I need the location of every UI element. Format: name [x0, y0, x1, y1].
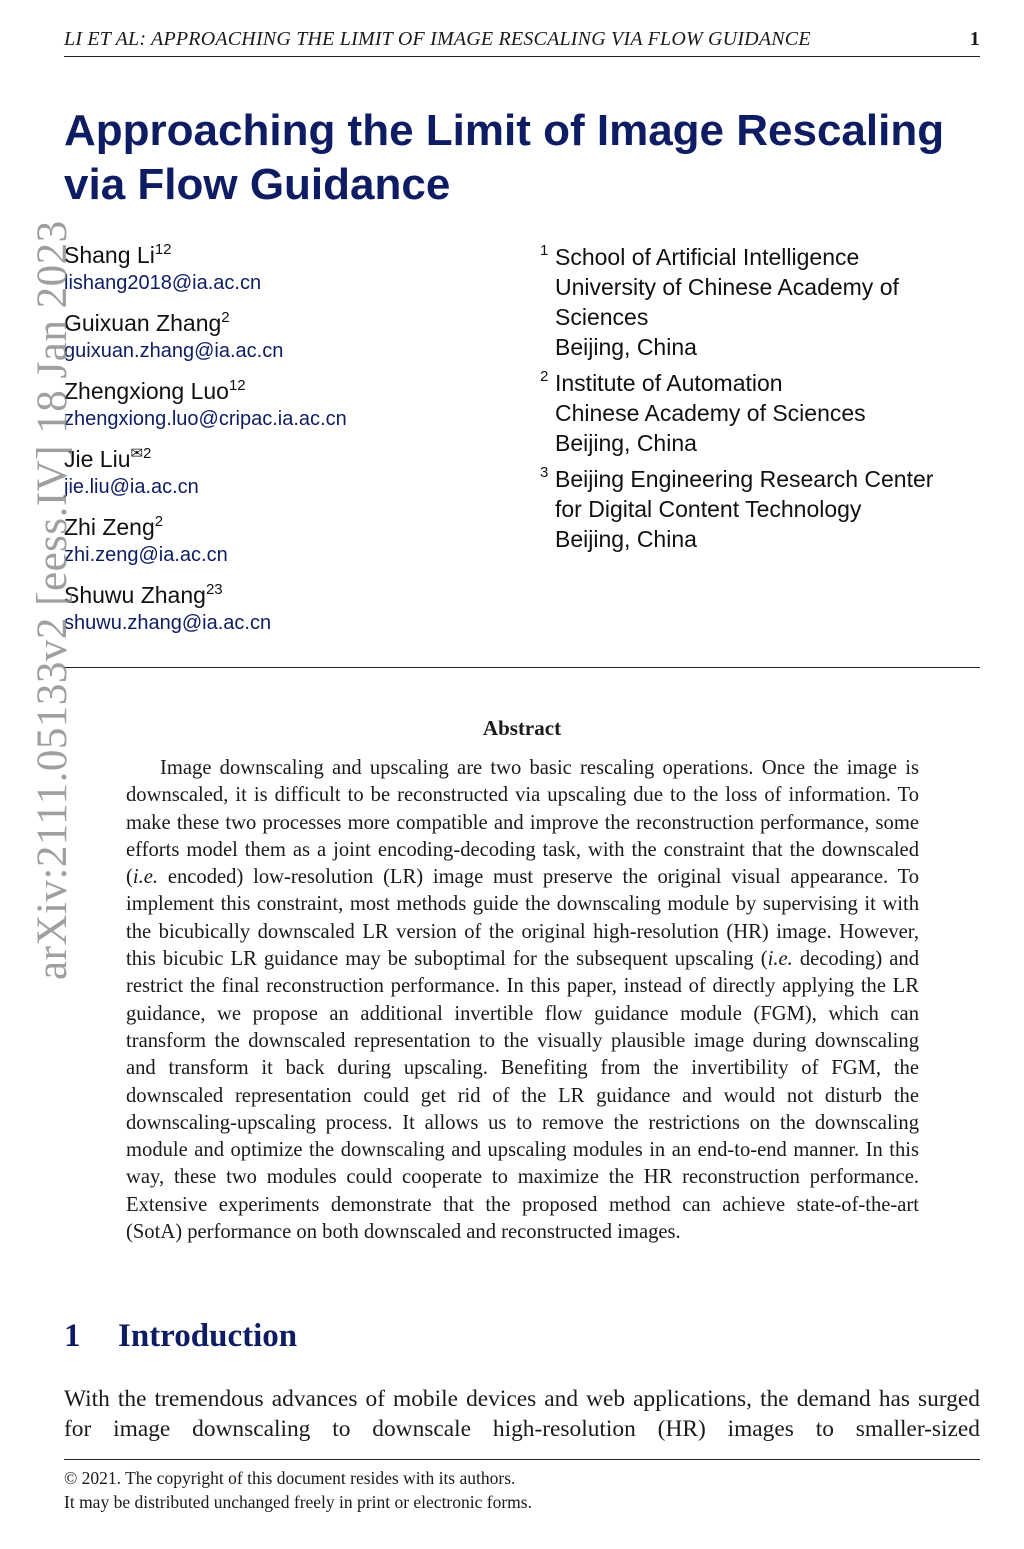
author-entry — [64, 580, 524, 648]
running-header — [64, 26, 980, 57]
page-number: 1 — [969, 28, 980, 50]
author-affiliation-marks: 2 — [154, 513, 164, 530]
affiliation-number: 2 — [540, 368, 549, 385]
abstract-heading: Abstract — [482, 716, 562, 740]
author-name: Zhengxiong Luo$^{12}$ — [64, 377, 246, 404]
affiliation-line: Beijing Engineering Research Center — [555, 466, 934, 492]
author-email-link[interactable]: shuwu.zhang@ia.ac.cn — [64, 612, 272, 634]
author-affiliation-marks: 2 — [221, 309, 230, 326]
abstract-ie-abbrev: i.e. — [767, 948, 793, 971]
author-email-link[interactable]: guixuan.zhang@ia.ac.cn — [64, 340, 284, 362]
author-email-link[interactable]: zhi.zeng@ia.ac.cn — [64, 544, 228, 566]
author-email-link[interactable]: lishang2018@ia.ac.cn — [64, 272, 262, 294]
affiliation-number: 3 — [540, 464, 549, 481]
paper-title-line-2: via Flow Guidance — [64, 160, 451, 209]
author-name: Shang Li$^{12}$ — [64, 241, 172, 268]
author-email-link[interactable]: jie.liu@ia.ac.cn — [64, 476, 199, 498]
affiliation-line: Sciences — [555, 304, 649, 330]
affiliation-line: Beijing, China — [555, 526, 697, 552]
affiliation-line: Beijing, China — [555, 334, 697, 360]
author-name: Zhi Zeng$^2$ — [64, 513, 164, 540]
abstract-ie-abbrev: i.e. — [132, 866, 159, 889]
affiliation-line: for Digital Content Technology — [555, 496, 862, 522]
title-block-divider — [64, 667, 980, 668]
corresponding-author-mail-marks: ✉2 — [130, 445, 152, 462]
affiliation-line: Beijing, China — [555, 430, 697, 456]
introduction-text: With the tremendous advances of mobile devices and web applications, the demand has surged for image downscaling to downscale high-resolution (HR) images to smaller-sized — [64, 1386, 980, 1442]
section-title: Introduction — [118, 1318, 298, 1354]
author-entry — [64, 512, 524, 580]
arxiv-identifier-stamp: arXiv:2111.05133v2 [eess.IV] 18 Jan 2023 — [29, 220, 76, 980]
author-entry — [64, 444, 524, 512]
author-entry — [64, 240, 524, 308]
affiliation-line: School of Artificial Intelligence — [555, 244, 860, 270]
author-list — [64, 240, 524, 648]
affiliation-entry — [540, 464, 990, 554]
author-entry — [64, 376, 524, 444]
author-name: Jie Liu$^{✉2}$ — [64, 445, 152, 472]
author-name: Guixuan Zhang$^2$ — [64, 309, 230, 336]
author-name: Shuwu Zhang$^{23}$ — [64, 581, 223, 608]
affiliation-line: Institute of Automation — [555, 370, 783, 396]
author-email-link[interactable]: zhengxiong.luo@cripac.ia.ac.cn — [64, 408, 347, 430]
section-number: 1 — [64, 1318, 81, 1354]
paper-title — [64, 104, 964, 212]
author-entry — [64, 308, 524, 376]
paper-title-line-1: Approaching the Limit of Image Rescaling — [64, 106, 945, 155]
author-affiliation-marks: 23 — [205, 581, 223, 598]
affiliation-list — [540, 242, 990, 560]
copyright-footer — [64, 1459, 980, 1514]
section-heading-introduction — [64, 1318, 297, 1355]
affiliation-number: 1 — [540, 242, 549, 259]
running-title: LI ET AL: APPROACHING THE LIMIT OF IMAGE RESCALING VIA FLOW GUIDANCE — [64, 28, 811, 50]
author-affiliation-marks: 12 — [228, 377, 246, 394]
affiliation-entry — [540, 368, 990, 458]
copyright-line: © 2021. The copyright of this document resides with its authors. — [64, 1468, 516, 1488]
author-affiliation-marks: 12 — [154, 241, 172, 258]
affiliation-line: University of Chinese Academy of — [555, 274, 899, 300]
abstract-text: Image downscaling and upscaling are two basic rescaling operations. Once the image is downscaled, it is difficult to be reconstructed via upscaling due to the loss of information. To make these two processes more compatible and improve the reconstruction performance, some efforts model them as a joint encoding-decoding task, with the constraint that the downscaled (i.e. encoded) low-resolution (LR) image must preserve the original visual appearance. To implement this constraint, most methods guide the downscaling module by supervising it with the bicubically downscaled LR version of the original high-resolution (HR) image. However, this bicubic LR guidance may be suboptimal for the subsequent upscaling (i.e. decoding) and restrict the final reconstruction performance. In this paper, instead of directly applying the LR guidance, we propose an additional invertible flow guidance module (FGM), which can transform the downscaled representation to the visually plausible image during downscaling and transform it back during upscaling. Benefiting from the invertibility of FGM, the downscaled representation could get rid of the LR guidance and would not disturb the downscaling-upscaling process. It allows us to remove the restrictions on the downscaling module and optimize the downscaling and upscaling modules in an end-to-end manner. In this way, these two modules could cooperate to maximize the HR reconstruction performance. Extensive experiments demonstrate that the proposed method can achieve state-of-the-art (SotA) performance on both downscaled and reconstructed images. — [126, 757, 919, 1244]
distribution-line: It may be distributed unchanged freely in print or electronic forms. — [64, 1492, 532, 1512]
affiliation-line: Chinese Academy of Sciences — [555, 400, 866, 426]
affiliation-entry — [540, 242, 990, 362]
